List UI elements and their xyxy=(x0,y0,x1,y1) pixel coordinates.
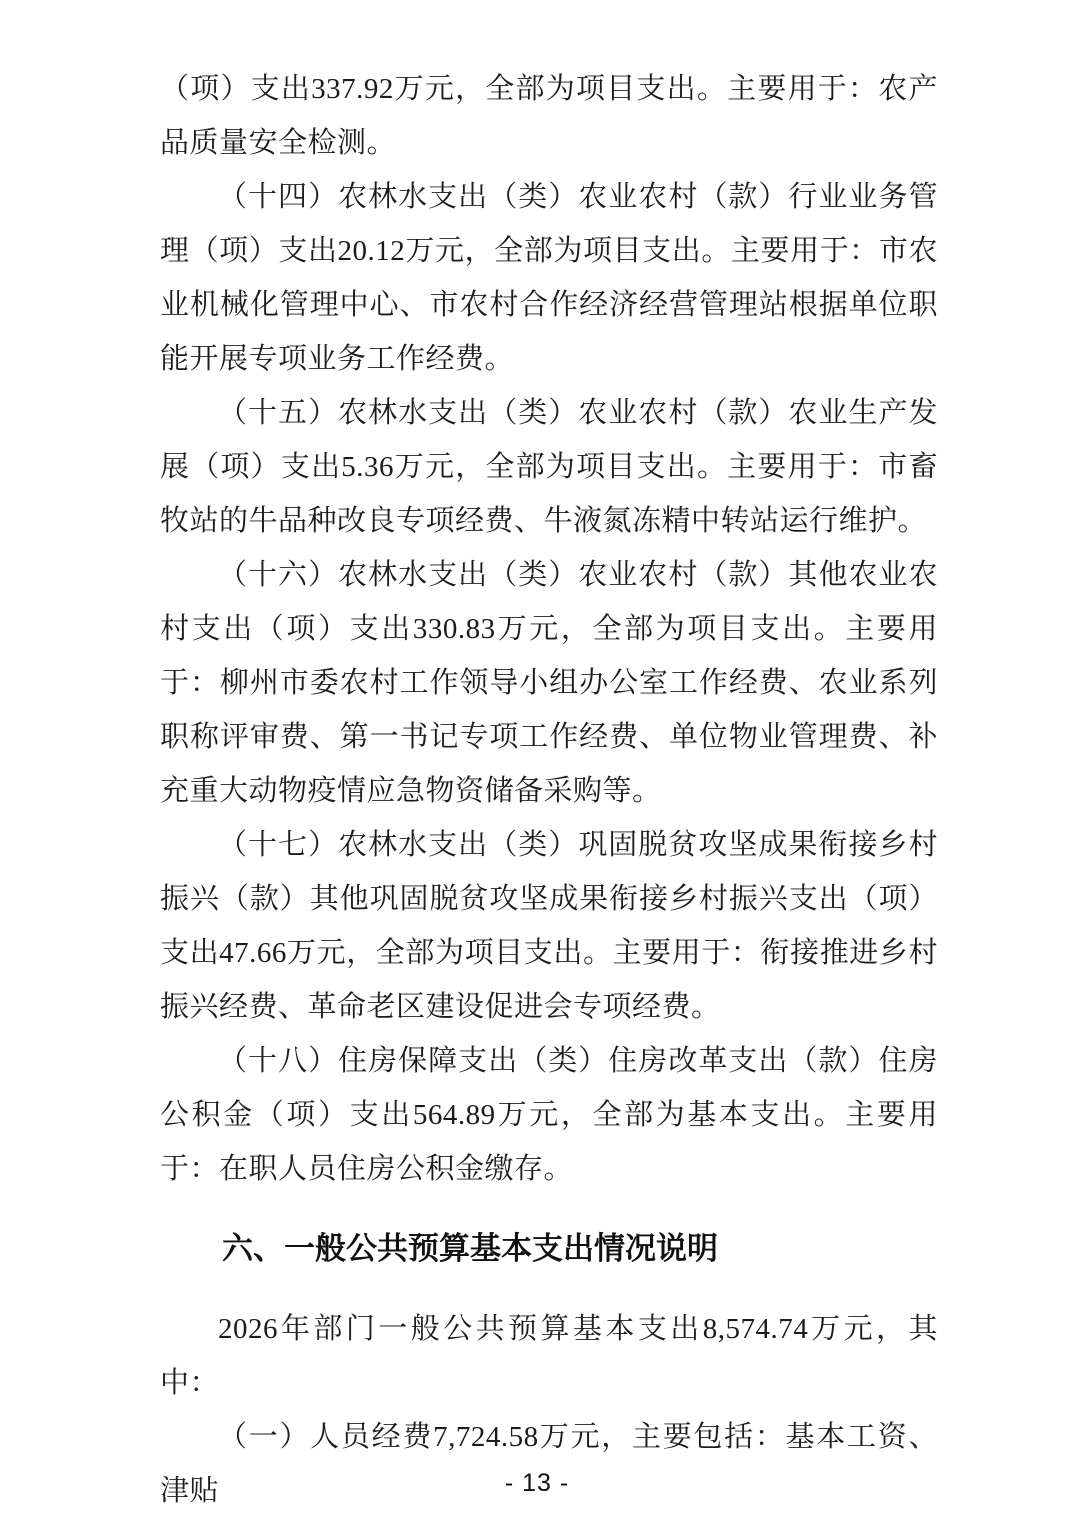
paragraph-item17: （十七）农林水支出（类）巩固脱贫攻坚成果衔接乡村振兴（款）其他巩固脱贫攻坚成果衔接乡村振兴支出（项）支出47.66万元，全部为项目支出。主要用于：衔接推进乡村振兴经费、革命老区建设促进会专项经费。 xyxy=(160,829,938,1023)
paragraph-item16: （十六）农林水支出（类）农业农村（款）其他农业农村支出（项）支出330.83万元，全部为项目支出。主要用于：柳州市委农村工作领导小组办公室工作经费、农业系列职称评审费、第一书记专项工作经费、单位物业管理费、补充重大动物疫情应急物资储备采购等。 xyxy=(160,559,938,807)
paragraph-basic-expenditure-total: 2026年部门一般公共预算基本支出8,574.74万元，其中： xyxy=(160,1313,938,1399)
page-footer xyxy=(0,1469,1074,1498)
paragraph-item18: （十八）住房保障支出（类）住房改革支出（款）住房公积金（项）支出564.89万元，全部为基本支出。主要用于：在职人员住房公积金缴存。 xyxy=(160,1045,938,1185)
paragraph-item15: （十五）农林水支出（类）农业农村（款）农业生产发展（项）支出5.36万元，全部为项目支出。主要用于：市畜牧站的牛品种改良专项经费、牛液氮冻精中转站运行维护。 xyxy=(160,397,938,537)
paragraph-personnel-expense: （一）人员经费7,724.58万元，主要包括：基本工资、津贴 xyxy=(160,1421,938,1507)
paragraph-item13-continuation: （项）支出337.92万元，全部为项目支出。主要用于：农产品质量安全检测。 xyxy=(160,73,938,159)
section-heading: 六、一般公共预算基本支出情况说明 xyxy=(222,1231,718,1266)
page-number: - 13 - xyxy=(504,1469,570,1497)
page-content xyxy=(160,62,938,1518)
paragraph-item14: （十四）农林水支出（类）农业农村（款）行业业务管理（项）支出20.12万元，全部为项目支出。主要用于：市农业机械化管理中心、市农村合作经济经营管理站根据单位职能开展专项业务工作经费。 xyxy=(160,181,938,375)
